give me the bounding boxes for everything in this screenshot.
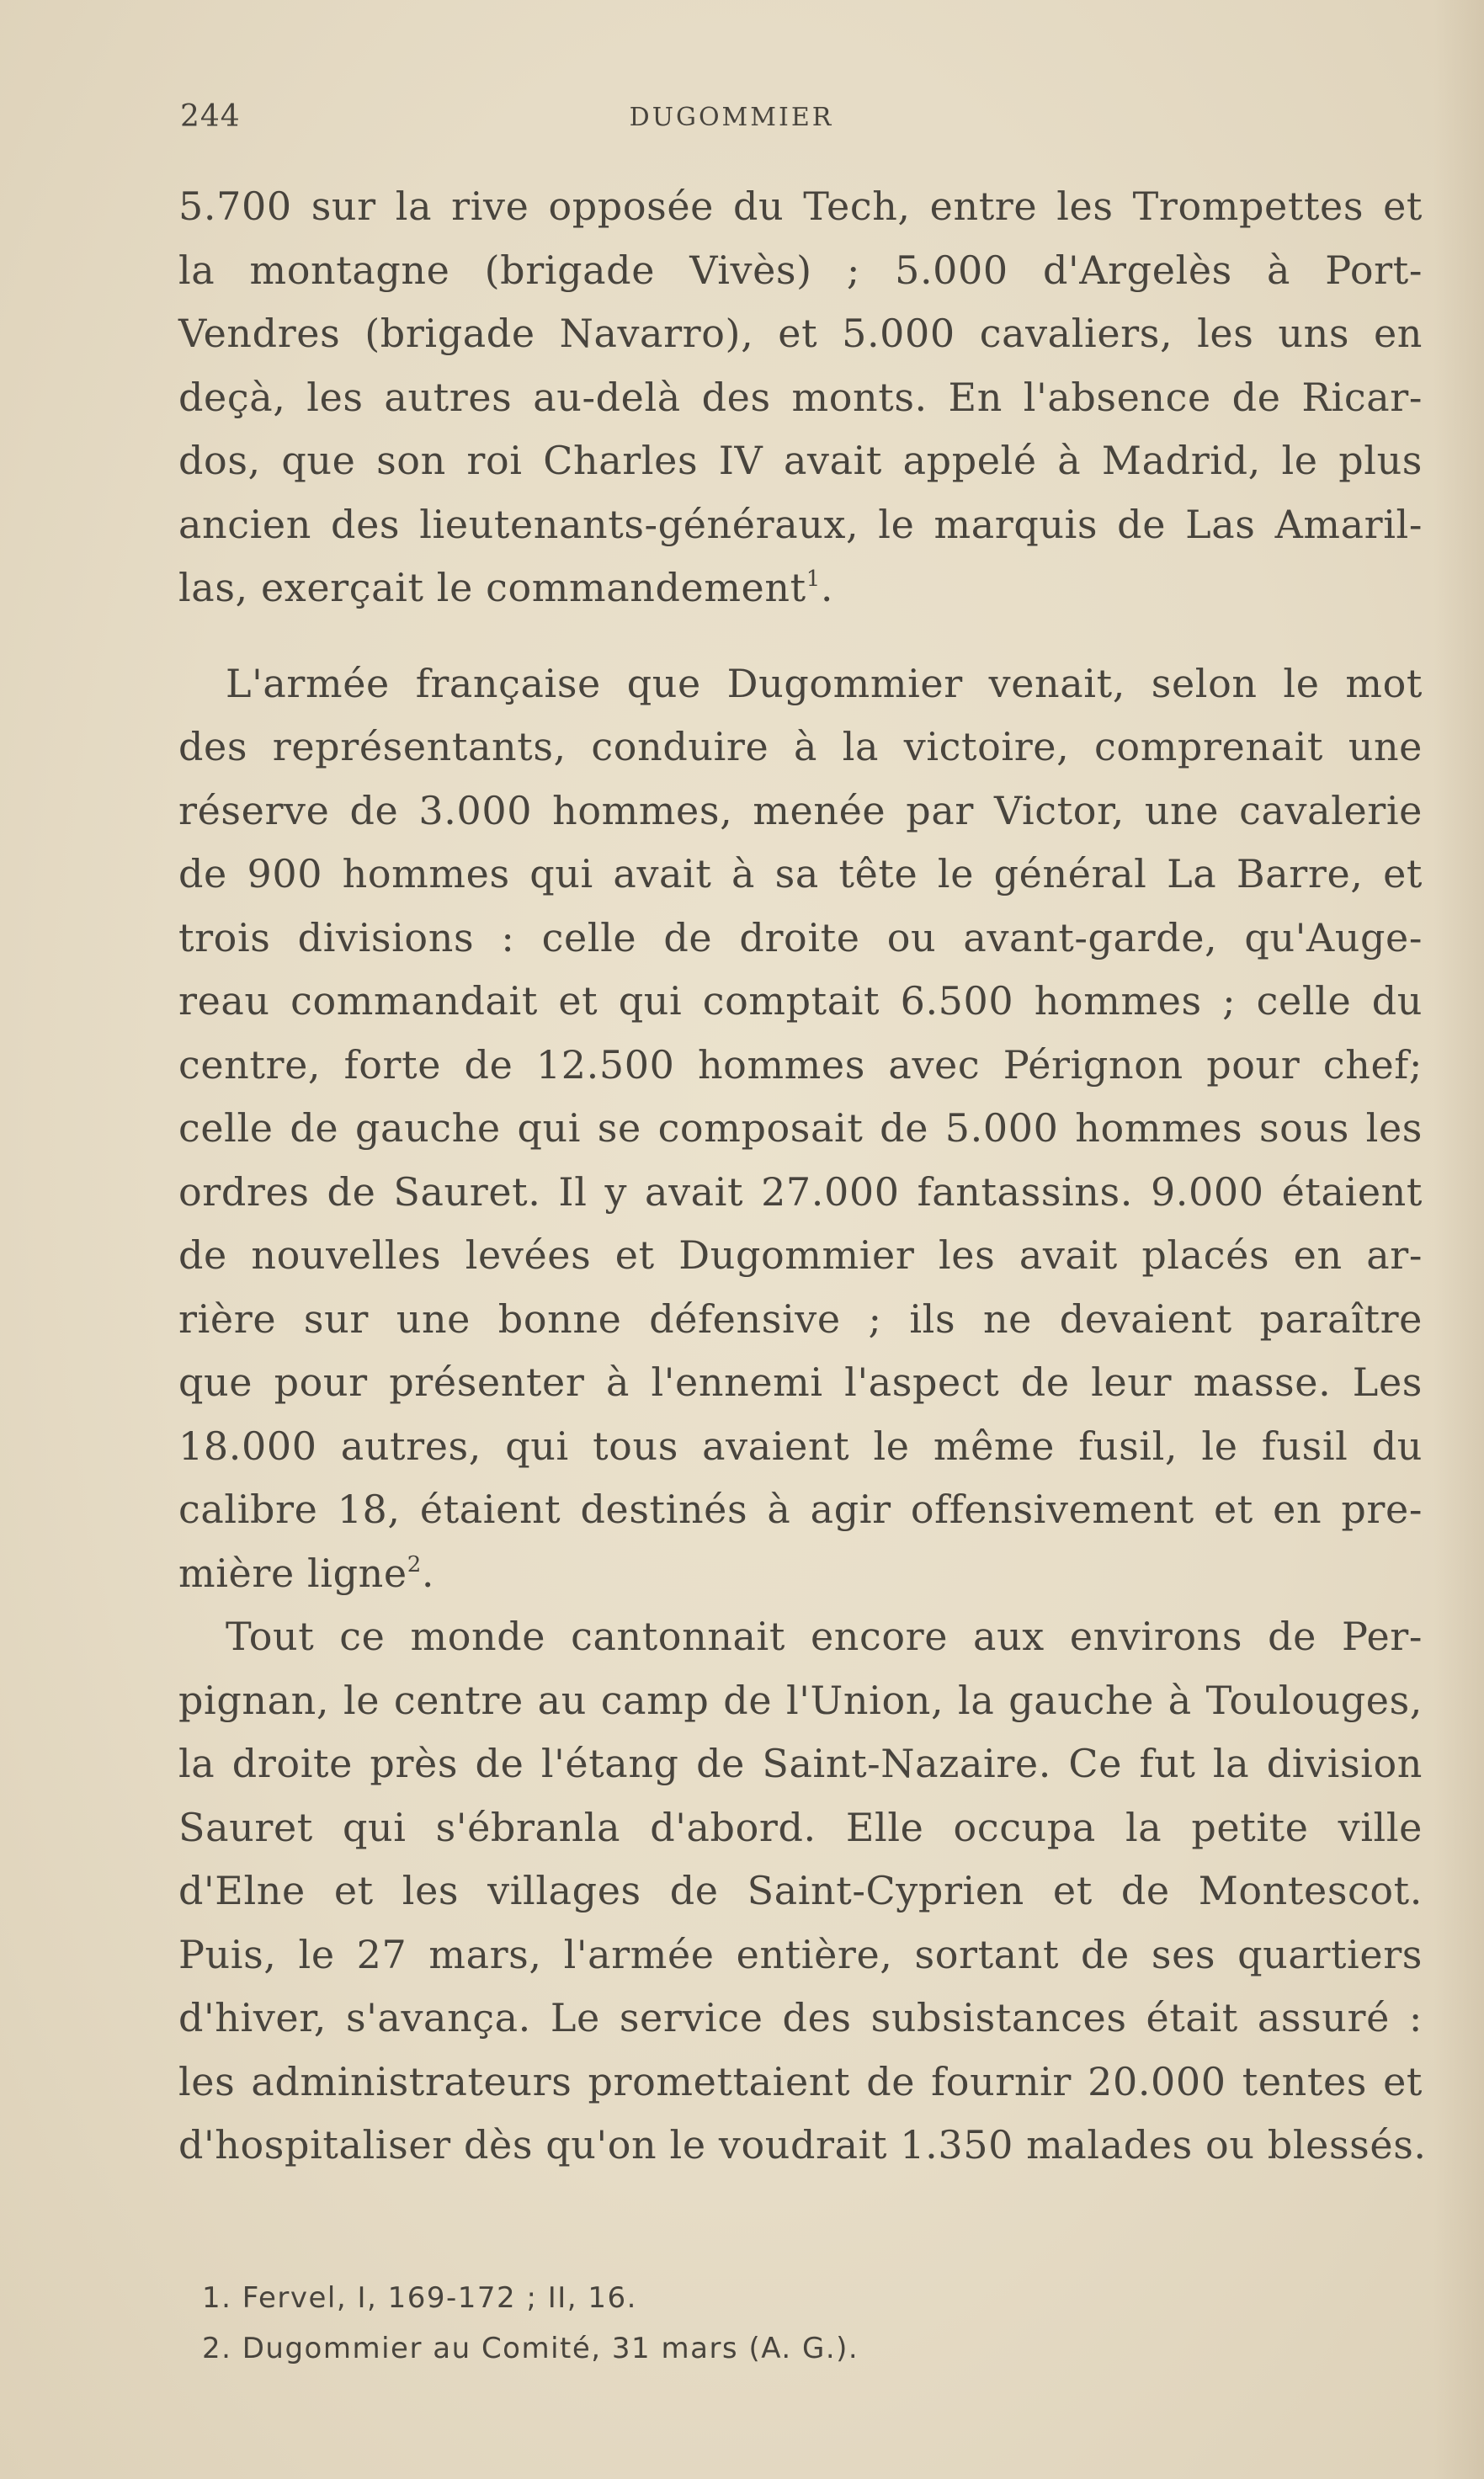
text-line: réserve de 3.000 hommes, menée par Victor, une cavalerie	[178, 787, 1423, 833]
text-line: 5.700 sur la rive opposée du Tech, entre les Trompettes et	[178, 184, 1423, 229]
text-line-content: las, exerçait le commandement	[178, 565, 806, 610]
paragraph-1	[178, 175, 1423, 620]
text-line: les administrateurs promettaient de fournir 20.000 tentes et	[178, 2058, 1423, 2104]
text-line: d'hospitaliser dès qu'on le voudrait 1.350 malades ou blessés.	[178, 2122, 1427, 2168]
text-line: des représentants, conduire à la victoire, comprenait une	[178, 724, 1423, 769]
text-line: de nouvelles levées et Dugommier les avait placés en ar-	[178, 1232, 1423, 1278]
text-line: Puis, le 27 mars, l'armée entière, sortant de ses quartiers	[178, 1931, 1423, 1977]
paragraph-gap	[178, 620, 1423, 652]
text-line: d'Elne et les villages de Saint-Cyprien et de Montescot.	[178, 1868, 1423, 1913]
running-title: DUGOMMIER	[629, 103, 834, 132]
text-line: pignan, le centre au camp de l'Union, la gauche à Toulouges,	[178, 1677, 1423, 1723]
text-line: Sauret qui s'ébranla d'abord. Elle occupa la petite ville	[178, 1804, 1423, 1850]
sentence-end: .	[421, 1550, 435, 1596]
text-line: de 900 hommes qui avait à sa tête le général La Barre, et	[178, 851, 1423, 896]
text-line: reau commandait et qui comptait 6.500 hommes ; celle du	[178, 978, 1423, 1024]
text-line: centre, forte de 12.500 hommes avec Pérignon pour chef;	[178, 1041, 1423, 1088]
text-line: trois divisions : celle de droite ou avant-garde, qu'Auge-	[178, 914, 1423, 960]
text-line: 18.000 autres, qui tous avaient le même fusil, le fusil du	[178, 1423, 1423, 1469]
text-line: la montagne (brigade Vivès) ; 5.000 d'Argelès à Port-	[178, 247, 1423, 293]
text-line: dos, que son roi Charles IV avait appelé à Madrid, le plus	[178, 438, 1423, 483]
text-line: la droite près de l'étang de Saint-Nazaire. Ce fut la division	[178, 1741, 1423, 1786]
body-text	[178, 175, 1427, 2178]
text-line: celle de gauche qui se composait de 5.000 hommes sous les	[178, 1105, 1423, 1151]
footnote-ref-1: 1	[806, 567, 821, 592]
text-line: deçà, les autres au-delà des monts. En l'absence de Ricar-	[178, 374, 1423, 420]
page-header	[180, 99, 1283, 150]
text-line: Tout ce monde cantonnait encore aux environs de Per-	[226, 1614, 1423, 1659]
paragraph-3	[178, 1605, 1427, 2178]
text-line: L'armée française que Dugommier venait, selon le mot	[226, 660, 1423, 706]
text-line: rière sur une bonne défensive ; ils ne devaient paraître	[178, 1295, 1423, 1342]
text-line-last	[178, 556, 1423, 620]
page-number: 244	[180, 99, 241, 134]
text-line: d'hiver, s'avança. Le service des subsistances était assuré :	[178, 1995, 1423, 2040]
page-edge-shadow	[1433, 0, 1484, 2479]
text-line: ancien des lieutenants-généraux, le marquis de Las Amaril-	[178, 501, 1423, 547]
text-line: ordres de Sauret. Il y avait 27.000 fantassins. 9.000 étaient	[178, 1168, 1423, 1215]
footnote-1: 1. Fervel, I, 169-172 ; II, 16.	[202, 2281, 637, 2315]
footnote-ref-2: 2	[407, 1551, 422, 1577]
paragraph-2	[178, 652, 1423, 1606]
sentence-end: .	[820, 565, 834, 610]
text-line: Vendres (brigade Navarro), et 5.000 cavaliers, les uns en	[178, 311, 1423, 356]
text-line-last	[178, 1542, 1423, 1606]
text-line-content: mière ligne	[178, 1550, 407, 1596]
footnotes	[202, 2273, 1380, 2374]
text-line: que pour présenter à l'ennemi l'aspect de leur masse. Les	[178, 1359, 1423, 1405]
footnote-2: 2. Dugommier au Comité, 31 mars (A. G.).	[202, 2332, 859, 2365]
text-line: calibre 18, étaient destinés à agir offensivement et en pre-	[178, 1487, 1423, 1532]
